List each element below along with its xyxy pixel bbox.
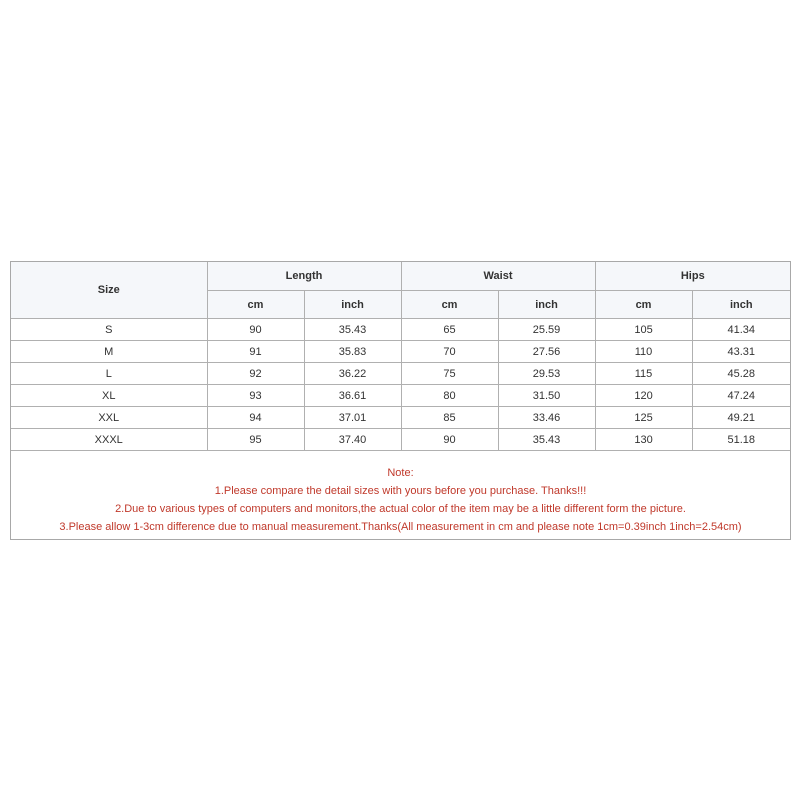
header-hips-cm: cm bbox=[595, 291, 692, 319]
table-row bbox=[11, 385, 790, 407]
note-line-1: 1.Please compare the detail sizes with yours before you purchase. Thanks!!! bbox=[214, 485, 587, 497]
hips-cm-cell: 120 bbox=[595, 385, 692, 407]
length-cm-cell: 93 bbox=[207, 385, 304, 407]
header-waist-inch: inch bbox=[498, 291, 595, 319]
hips-cm-cell: 125 bbox=[595, 407, 692, 429]
size-cell: S bbox=[11, 319, 207, 341]
header-group-row bbox=[11, 262, 790, 291]
length-cm-cell: 92 bbox=[207, 363, 304, 385]
note-line-3: 3.Please allow 1-3cm difference due to manual measurement.Thanks(All measurement in cm and please note 1cm=0.39inch 1inch=2.54cm) bbox=[59, 521, 742, 533]
hips-inch-cell: 47.24 bbox=[692, 385, 790, 407]
size-cell: M bbox=[11, 341, 207, 363]
length-inch-cell: 37.01 bbox=[304, 407, 401, 429]
header-length: Length bbox=[207, 262, 401, 291]
header-hips: Hips bbox=[595, 262, 790, 291]
length-cm-cell: 94 bbox=[207, 407, 304, 429]
waist-inch-cell: 35.43 bbox=[498, 429, 595, 451]
hips-cm-cell: 115 bbox=[595, 363, 692, 385]
waist-cm-cell: 70 bbox=[401, 341, 498, 363]
header-waist: Waist bbox=[401, 262, 595, 291]
hips-cm-cell: 130 bbox=[595, 429, 692, 451]
note-title: Note: bbox=[387, 467, 414, 479]
note-line-2: 2.Due to various types of computers and monitors,the actual color of the item may be a little different form the picture. bbox=[115, 503, 686, 515]
waist-cm-cell: 65 bbox=[401, 319, 498, 341]
hips-cm-cell: 110 bbox=[595, 341, 692, 363]
waist-inch-cell: 31.50 bbox=[498, 385, 595, 407]
hips-cm-cell: 105 bbox=[595, 319, 692, 341]
hips-inch-cell: 41.34 bbox=[692, 319, 790, 341]
length-inch-cell: 35.83 bbox=[304, 341, 401, 363]
waist-cm-cell: 85 bbox=[401, 407, 498, 429]
waist-cm-cell: 90 bbox=[401, 429, 498, 451]
table-row bbox=[11, 407, 790, 429]
table-row bbox=[11, 319, 790, 341]
length-inch-cell: 37.40 bbox=[304, 429, 401, 451]
header-length-inch: inch bbox=[304, 291, 401, 319]
header-waist-cm: cm bbox=[401, 291, 498, 319]
waist-cm-cell: 80 bbox=[401, 385, 498, 407]
length-cm-cell: 90 bbox=[207, 319, 304, 341]
hips-inch-cell: 45.28 bbox=[692, 363, 790, 385]
hips-inch-cell: 49.21 bbox=[692, 407, 790, 429]
hips-inch-cell: 43.31 bbox=[692, 341, 790, 363]
header-length-cm: cm bbox=[207, 291, 304, 319]
header-size: Size bbox=[11, 262, 207, 319]
length-inch-cell: 35.43 bbox=[304, 319, 401, 341]
waist-inch-cell: 25.59 bbox=[498, 319, 595, 341]
hips-inch-cell: 51.18 bbox=[692, 429, 790, 451]
size-cell: XL bbox=[11, 385, 207, 407]
header-hips-inch: inch bbox=[692, 291, 790, 319]
note-block bbox=[11, 451, 790, 538]
table-row bbox=[11, 363, 790, 385]
size-cell: L bbox=[11, 363, 207, 385]
size-table bbox=[11, 262, 790, 451]
table-row bbox=[11, 429, 790, 451]
length-cm-cell: 95 bbox=[207, 429, 304, 451]
waist-inch-cell: 29.53 bbox=[498, 363, 595, 385]
waist-cm-cell: 75 bbox=[401, 363, 498, 385]
size-chart bbox=[10, 261, 791, 540]
size-cell: XXXL bbox=[11, 429, 207, 451]
length-inch-cell: 36.61 bbox=[304, 385, 401, 407]
waist-inch-cell: 27.56 bbox=[498, 341, 595, 363]
length-inch-cell: 36.22 bbox=[304, 363, 401, 385]
table-row bbox=[11, 341, 790, 363]
length-cm-cell: 91 bbox=[207, 341, 304, 363]
waist-inch-cell: 33.46 bbox=[498, 407, 595, 429]
size-cell: XXL bbox=[11, 407, 207, 429]
